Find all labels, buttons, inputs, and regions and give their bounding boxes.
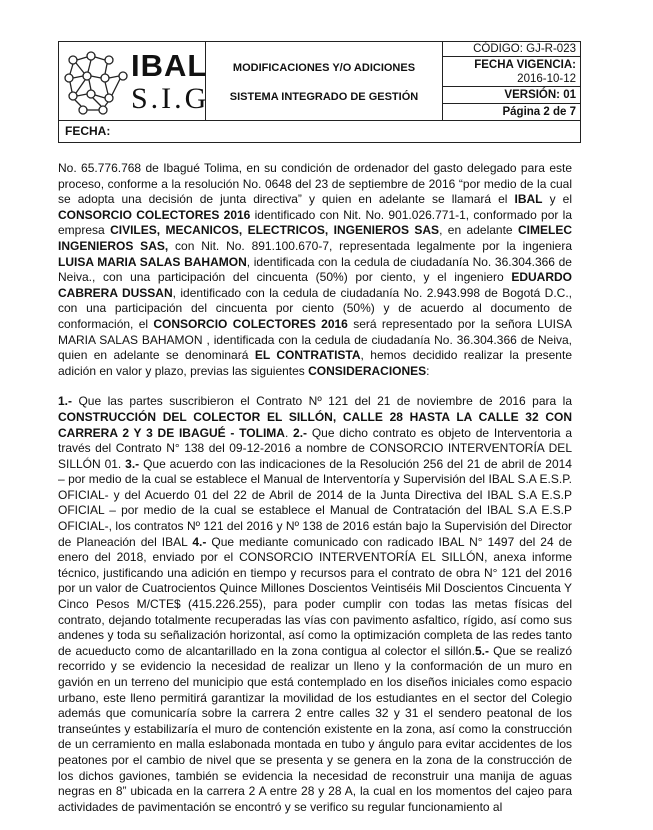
fecha-vigencia-value: 2016-10-12 xyxy=(517,73,576,85)
document-body xyxy=(58,161,572,815)
text-run: CONSORCIO COLECTORES 2016 xyxy=(153,316,348,331)
text-run: identificado con Nit. No. 901.026.771-1, conformado por la empresa xyxy=(58,207,572,238)
text-run: EDUARDO CABRERA DUSSAN xyxy=(58,270,572,300)
text-run: LUISA MARIA SALAS BAHAMON xyxy=(58,254,247,269)
text-run: : xyxy=(426,363,430,378)
text-run: EL CONTRATISTA xyxy=(254,348,361,363)
paragraph-parties xyxy=(58,161,572,379)
text-run: y el xyxy=(542,192,572,207)
paragraph-considerations xyxy=(58,394,572,815)
codigo: CÓDIGO: GJ-R-023 xyxy=(443,42,580,57)
logo-text-sig: S.I.G xyxy=(131,82,210,115)
logo-text-ibal: IBAL xyxy=(131,48,208,83)
text-run: 5.- xyxy=(474,643,489,658)
text-run: 3.- xyxy=(125,456,140,471)
ibal-molecule-icon xyxy=(61,48,131,116)
fecha-vigencia-label: FECHA VIGENCIA: xyxy=(474,59,576,71)
text-run: 1.- xyxy=(58,394,73,409)
text-run: Que dicho contrato es objeto de Interventoria a través del Contrato N° 138 del 09-12-2016 a nombre de CONSORCIO INTERVENTORÍA DEL SILLÓN 01. xyxy=(58,425,573,471)
page-number: Página 2 de 7 xyxy=(502,106,576,118)
text-run: 2.- xyxy=(293,425,308,440)
text-run: . xyxy=(284,425,294,440)
text-run: CONSTRUCCIÓN DEL COLECTOR EL SILLÓN, CALLE 28 HASTA LA CALLE 32 CON CARRERA 2 Y 3 DE IBAGUÉ - TOLIMA xyxy=(58,409,572,440)
text-run: con Nit. No. 891.100.670-7, representada legalmente por la ingeniera xyxy=(168,238,572,253)
system-title: SISTEMA INTEGRADO DE GESTIÓN xyxy=(229,91,419,103)
text-run: Que acuerdo con las indicaciones de la Resolución 256 del 21 de abril de 2014 – por medio de la cual se establece el Manual de Interventoría y Supervisión del IBAL S.A E.S.P. OFICIAL- y del Acuerdo 01 del 22 de Abril de 2014 de la Junta Directiva del IBAL S.A E.S.P OFICIAL – por medio de la cual se establece el Manual de Contratación del IBAL S.A E.S.P OFICIAL-, los contratos Nº 121 del 2016 y Nº 138 de 2016 están bajo la Supervisión del Director de Planeación del IBAL xyxy=(58,456,572,549)
logo xyxy=(59,42,210,120)
text-run: No. 65.776.768 de Ibagué Tolima, en su condición de ordenador del gasto delegado para este proceso, conforme a la resolución No. 0648 del 23 de septiembre de 2016 “por medio de la cual se adopta una decisión de junta directiva” y quien en adelante se llamará el xyxy=(58,161,572,207)
document-header xyxy=(58,41,581,121)
text-run: , en adelante xyxy=(439,223,518,238)
text-run: , identificado con la cedula de ciudadanía No. 2.943.998 de Bogotá D.C., con una participación del cincuenta por ciento (50%) y de acuerdo al documento de conformación, el xyxy=(58,285,573,331)
text-run: CONSIDERACIONES xyxy=(308,363,427,378)
text-run: Que las partes suscribieron el Contrato Nº 121 del 21 de noviembre de 2016 para la xyxy=(72,394,572,409)
text-run: Que mediante comunicado con radicado IBAL N° 1497 del 24 de enero del 2018, enviado por el CONSORCIO INTERVENTORÍA EL SILLÓN, anexa informe técnico, justificando una adición en tiempo y recursos para el contrato de obra N° 121 del 2016 por un valor de Cuatrocientos Quince Millones Doscientos Veintiséis Mil Doscientos Cincuenta Y Cinco Pesos M/CTE$ (415.226.255), para poder cumplir con todas las metas físicas del contrato, dejando totalmente recuperadas las vías con pavimento asfaltico, rígido, así como sus andenes y toda su señalización horizontal, así como la optimización completa de las redes tanto de acueducto como de alcantarillado en la zona contigua al colector el sillón. xyxy=(58,534,572,658)
fecha-field: FECHA: xyxy=(58,121,581,143)
document-title-cell xyxy=(206,42,443,120)
document-control-cell xyxy=(443,42,580,120)
text-run: será representado por la señora LUISA MARIA SALAS BAHAMON , identificada con la cedula de ciudadanía No. 36.304.366 de Neiva, quien en adelante se denominará xyxy=(58,316,572,363)
text-run: CIVILES, MECANICOS, ELECTRICOS, INGENIEROS SAS xyxy=(110,223,440,238)
text-run: , identificada con la cedula de ciudadanía No. 36.304.366 de Neiva., con una participación del cincuenta (50%) por ciento, y el ingeniero xyxy=(58,254,572,285)
document-type-title: MODIFICACIONES Y/O ADICIONES xyxy=(232,62,416,74)
text-run: , hemos decidido realizar la presente adición en valor y plazo, previas las siguientes xyxy=(58,348,572,378)
fecha-vigencia xyxy=(443,57,580,87)
text-run: CIMELEC INGENIEROS SAS, xyxy=(58,223,572,253)
version: VERSIÓN: 01 xyxy=(443,87,580,104)
text-run: IBAL xyxy=(514,192,543,207)
text-run: 4.- xyxy=(192,534,207,549)
text-run: Que se realizó recorrido y se evidencio la necesidad de realizar un lleno y la conformación de un muro en gavión en un terreno del municipio que está contemplado en los diseños iniciales como espacio urbano, este lleno permitirá garantizar la movilidad de los estudiantes en el sector del Colegio además que comunicaría sobre la carrera 2 entre calles 32 y 31 el sendero peatonal de los transeúntes y estabilizaría el muro de contención existente en la zona, así como la construcción de un cerramiento en malla eslabonada montada en tubo y ángulo para evitar accidentes de los peatones por el cambio de nivel que se presenta y se genera en la zona de la construcción de los dichos gaviones, también se evidencia la necesidad de reconstruir una manija de aguas negras en 8” ubicada en la carrera 2 A entre 28 y 28 A, la cual en los momentos del cajeo para actividades de pavimentación se encontró y se verifico su regular funcionamiento al xyxy=(58,643,572,814)
text-run: CONSORCIO COLECTORES 2016 xyxy=(58,207,251,222)
